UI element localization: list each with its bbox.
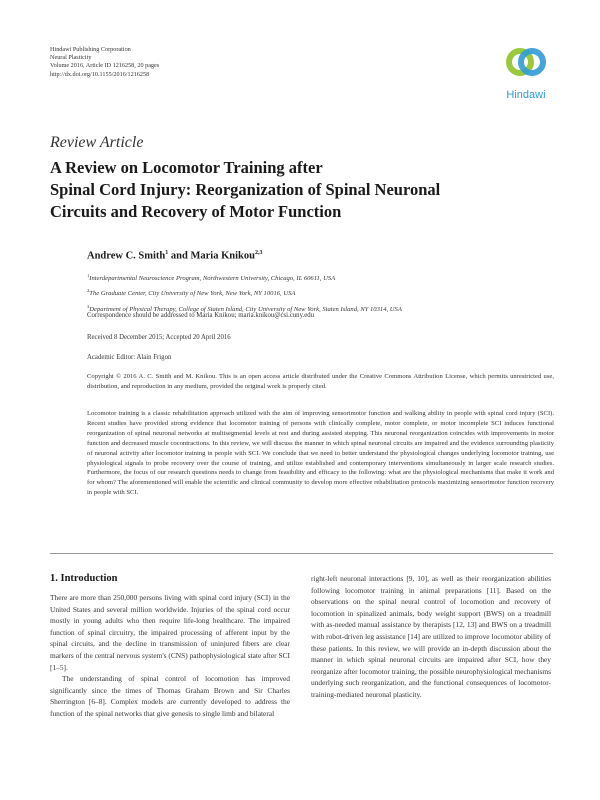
journal-header xyxy=(50,46,159,79)
author-affiliation-mark: 2,3 xyxy=(254,250,263,256)
affiliation-text: Interdepartmental Neuroscience Program, Northwestern University, Chicago, IL 60611, USA xyxy=(89,275,336,283)
article-type: Review Article xyxy=(50,134,144,151)
author-name: Andrew C. Smith xyxy=(87,250,166,262)
affiliation-text: Department of Physical Therapy, College of Staten Island, City University of New York, Staten Island, NY 10314, USA xyxy=(89,306,402,314)
author-list xyxy=(87,250,262,262)
affiliation-item xyxy=(87,285,557,300)
author-name: Maria Knikou xyxy=(190,250,255,262)
affiliation-list xyxy=(87,270,557,316)
author-joiner: and xyxy=(168,250,191,262)
title-line: A Review on Locomotor Training after xyxy=(50,158,323,177)
affiliation-mark: 2 xyxy=(87,288,90,294)
title-line: Circuits and Recovery of Motor Function xyxy=(50,202,342,221)
article-dates: Received 8 December 2015; Accepted 20 April 2016 xyxy=(87,334,231,341)
section-divider xyxy=(50,553,553,554)
body-paragraph: right-left neuronal interactions [9, 10], as well as their reorganization abilities following locomotor training in animal preparations [11]. Based on the observations on the spinal neural control of locomotion and recovery of locomotion in spinalized animals, body weight support (BWS) on a treadmill with as-needed manual assistance by therapists [12, 13] and BWS on a treadmill with robot-driven leg assistance [14] are utilized to improve locomotor ability of these patients. In this review, we will provide an in-depth discussion about the manner in which spinal neuronal circuits are impaired after SCI, how they reorganize after locomotor training, the possible neurophysiological mechanisms underlying such reorganization, and the functional consequences of locomotor-training-mediated neuronal plasticity. xyxy=(311,574,551,699)
article-title xyxy=(50,157,550,223)
hindawi-logo-icon xyxy=(496,40,556,88)
publisher-logo xyxy=(496,40,556,108)
logo-text: Hindawi xyxy=(506,89,546,101)
copyright-notice: Copyright © 2016 A. C. Smith and M. Knikou. This is an open access article distributed under the Creative Commons Attribution License, which permits unrestricted use, distribution, and reproduction in any medium, provided the original work is properly cited. xyxy=(87,373,554,390)
body-paragraph: There are more than 250,000 persons living with spinal cord injury (SCI) in the United States and several million worldwide. Injuries of the spinal cord occur mostly in young adults who then require life-long healthcare. The impaired function of spinal circuitry, the impaired processing of afferent input by the spinal circuits, and the decline in transmission of uninjured fibers are clear markers of the central nervous system's (CNS) pathophysiological state after SCI [1–5]. xyxy=(50,593,290,672)
left-column xyxy=(50,592,290,720)
affiliation-mark: 3 xyxy=(87,303,90,309)
academic-editor: Academic Editor: Alain Frigon xyxy=(87,354,172,361)
doi-link[interactable]: http://dx.doi.org/10.1155/2016/1216258 xyxy=(50,70,150,78)
abstract-text: Locomotor training is a classic rehabilitation approach utilized with the aim of improving sensorimotor function and walking ability in people with spinal cord injury (SCI). Recent studies have provided strong evidence that locomotor training of persons with clinically complete, motor complete, or motor incomplete SCI induces functional reorganization of spinal neuronal networks at multisegmental levels at rest and during assisted stepping. This neuronal reorganization coincides with improvements in motor function and decreased muscle cocontractions. In this review, we will discuss the manner in which spinal neuronal circuits are impaired and the evidence surrounding plasticity of neuronal activity after locomotor training in people with SCI. We conclude that we need to better understand the physiological changes underlying locomotor training, use physiological signals to probe recovery over the course of training, and utilize established and contemporary interventions simultaneously in larger scale research studies. Furthermore, the focus of our research questions needs to change from feasibility and efficacy to the following: what are the physiological mechanisms that make it work and for whom? The aforementioned will enable the scientific and clinical community to develop more effective rehabilitation protocols maximizing sensorimotor function recovery in people with SCI. xyxy=(87,410,554,497)
body-paragraph: The understanding of spinal control of locomotion has improved significantly since the times of Thomas Graham Brown and Sir Charles Sherrington [6–8]. Complex models are currently developed to address the function of the spinal networks that give genesis to single limb and bilateral xyxy=(50,674,290,718)
section-heading: 1. Introduction xyxy=(50,573,118,584)
title-line: Spinal Cord Injury: Reorganization of Spinal Neuronal xyxy=(50,180,441,199)
volume-info: Volume 2016, Article ID 1216258, 20 pages xyxy=(50,62,160,70)
right-column xyxy=(311,573,551,701)
affiliation-mark: 1 xyxy=(87,273,90,278)
publisher-name: Hindawi Publishing Corporation xyxy=(50,46,131,53)
affiliation-item xyxy=(87,270,557,285)
author-affiliation-mark: 1 xyxy=(165,250,169,256)
correspondence-note: Correspondence should be addressed to Maria Knikou; maria.knikou@csi.cuny.edu xyxy=(87,312,315,319)
affiliation-text: The Graduate Center, City University of New York, New York, NY 10016, USA xyxy=(89,290,296,298)
journal-name: Neural Plasticity xyxy=(50,54,92,62)
